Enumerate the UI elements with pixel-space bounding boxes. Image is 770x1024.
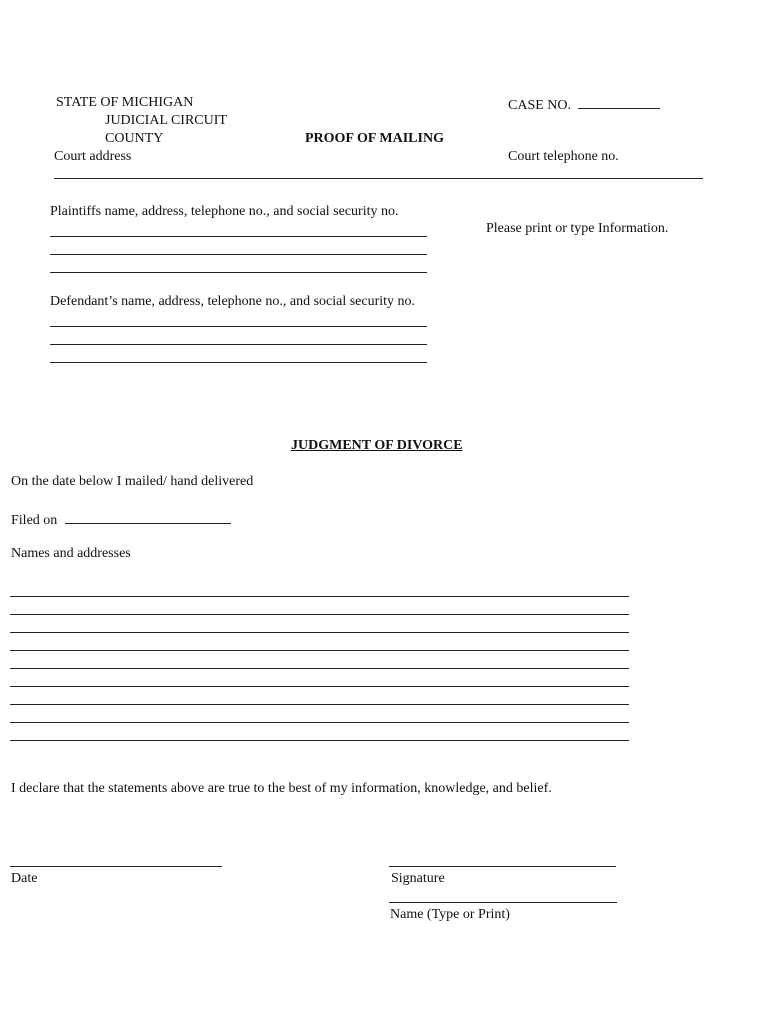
plaintiff-line-1[interactable] [50,236,427,237]
address-line-7[interactable] [10,704,629,705]
declaration-statement: I declare that the statements above are true to the best of my information, knowledge, and belief. [11,781,552,796]
defendant-line-2[interactable] [50,344,427,345]
date-line[interactable] [10,866,222,867]
name-line[interactable] [389,902,617,903]
plaintiff-line-2[interactable] [50,254,427,255]
address-line-9[interactable] [10,740,629,741]
defendant-line-3[interactable] [50,362,427,363]
judicial-circuit-label: JUDICIAL CIRCUIT [105,113,227,128]
address-line-6[interactable] [10,686,629,687]
address-line-1[interactable] [10,596,629,597]
date-label: Date [11,871,38,886]
case-number-label: CASE NO. [508,98,572,113]
header-divider [54,178,703,179]
name-type-print-label: Name (Type or Print) [390,907,510,922]
address-line-3[interactable] [10,632,629,633]
defendant-label: Defendant’s name, address, telephone no., and social security no. [50,294,416,309]
signature-line[interactable] [389,866,616,867]
court-address-label: Court address [54,149,132,164]
address-line-4[interactable] [10,650,629,651]
court-telephone-label: Court telephone no. [508,149,619,164]
address-line-8[interactable] [10,722,629,723]
state-name: STATE OF MICHIGAN [56,95,194,110]
document-title: JUDGMENT OF DIVORCE [291,438,463,453]
mailed-statement: On the date below I mailed/ hand delivered [11,474,254,489]
defendant-line-1[interactable] [50,326,427,327]
case-number-input[interactable] [578,94,660,109]
filed-on-input[interactable] [65,509,231,524]
plaintiff-label: Plaintiffs name, address, telephone no., and social security no. [50,204,399,219]
case-number-field[interactable] [508,94,660,115]
signature-label: Signature [391,871,445,886]
print-instruction: Please print or type Information. [486,221,669,236]
address-line-2[interactable] [10,614,629,615]
filed-on-field[interactable] [11,509,231,530]
filed-on-label: Filed on [11,513,58,528]
form-title: PROOF OF MAILING [305,131,444,146]
plaintiff-line-3[interactable] [50,272,427,273]
address-line-5[interactable] [10,668,629,669]
names-addresses-label: Names and addresses [11,546,131,561]
county-label: COUNTY [105,131,164,146]
